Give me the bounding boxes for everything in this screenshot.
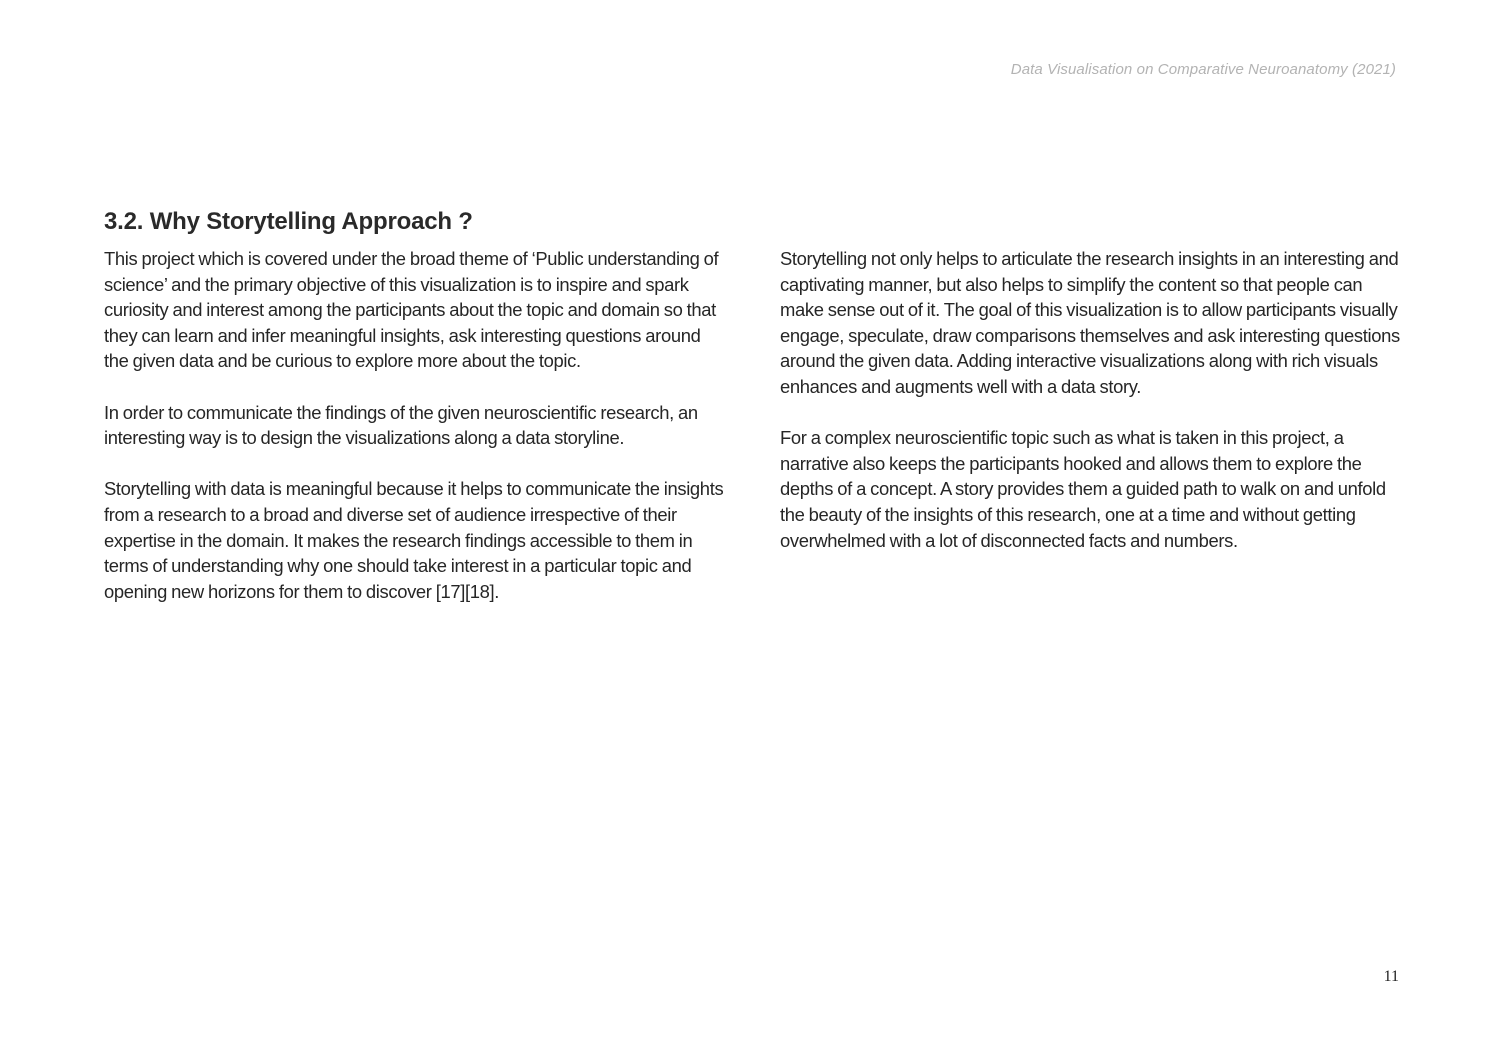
paragraph: In order to communicate the findings of the given neuroscientific research, an interesting way is to design the visualizations along a data storyline. — [104, 401, 698, 449]
section-heading: 3.2. Why Storytelling Approach ? — [104, 208, 473, 235]
paragraph: For a complex neuroscientific topic such as what is taken in this project, a narrative also keeps the participants hooked and allows them to explore the depths of a concept. A story provides them a guided path to walk on and unfold the beauty of the insights of this research, one at a time and without getting overwhelmed with a lot of disconnected facts and numbers. — [780, 427, 1386, 551]
running-header: Data Visualisation on Comparative Neuroanatomy (2021) — [1010, 61, 1396, 78]
page-number: 11 — [1383, 968, 1399, 985]
right-column — [780, 246, 1400, 579]
paragraph: This project which is covered under the broad theme of ‘Public understanding of science’ and the primary objective of this visualization is to inspire and spark curiosity and interest among the participants about the topic and domain so that they can learn and infer meaningful insights, ask interesting questions around the given data and be curious to explore more about the topic. — [104, 248, 719, 372]
paragraph: Storytelling with data is meaningful because it helps to communicate the insights from a research to a broad and diverse set of audience irrespective of their expertise in the domain. It makes the research findings accessible to them in terms of understanding why one should take interest in a particular topic and opening new horizons for them to discover [17][18]. — [104, 478, 724, 602]
paragraph: Storytelling not only helps to articulate the research insights in an interesting and captivating manner, but also helps to simplify the content so that people can make sense out of it. The goal of this visualization is to allow participants visually engage, speculate, draw comparisons themselves and ask interesting questions around the given data. Adding interactive visualizations along with rich visuals enhances and augments well with a data story. — [780, 248, 1400, 397]
left-column — [104, 246, 724, 630]
